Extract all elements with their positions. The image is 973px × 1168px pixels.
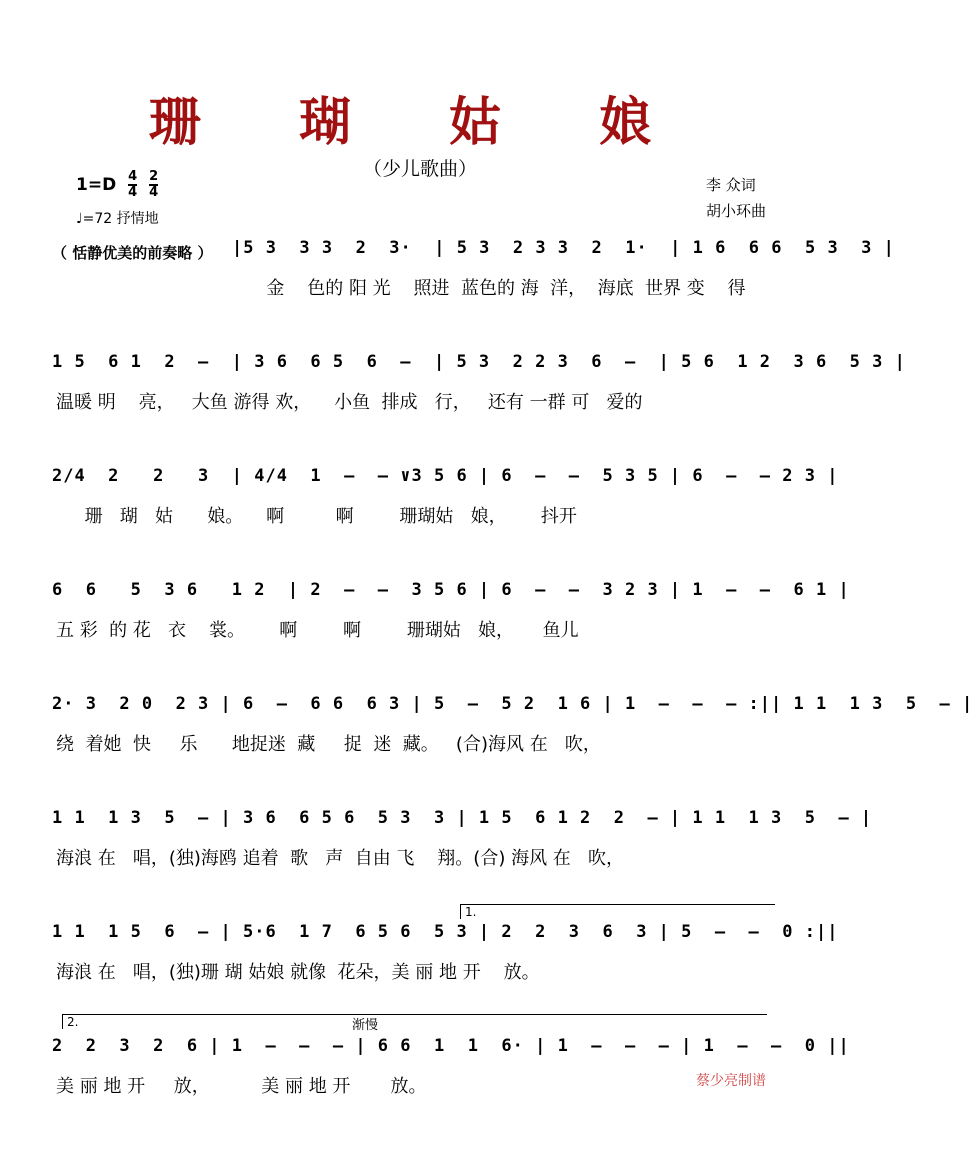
score-row-7-lyrics: 海浪 在 唱，(独)珊 瑚 姑娘 就像 花朵，美 丽 地 开 放。 bbox=[56, 962, 540, 983]
transcriber-credit: 蔡少亮制谱 bbox=[696, 1073, 766, 1089]
time-signature-2-4: $\frac{2}{4}$ bbox=[149, 169, 159, 200]
song-title: 珊 瑚 姑 娘 bbox=[148, 93, 692, 153]
score-row-6-notes: 1 1 1 3 5 — | 3 6 6 5 6 5 3 3 | 1 5 6 1 2 2 — | 1 1 1 3 5 — | bbox=[52, 808, 873, 828]
tempo-marking: ♩=72 抒情地 bbox=[76, 211, 159, 227]
key-signature bbox=[76, 170, 158, 200]
score-row-4-notes: 6 6 5 3 6 1 2 | 2 — — 3 5 6 | 6 — — 3 2 3 | 1 — — 6 1 | bbox=[52, 580, 850, 600]
score-row-2-notes: 1 5 6 1 2 — | 3 6 6 5 6 — | 5 3 2 2 3 6 — | 5 6 1 2 3 6 5 3 | bbox=[52, 352, 906, 372]
score-row-4-lyrics: 五 彩 的 花 衣 裳。 啊 啊 珊瑚姑 娘， 鱼儿 bbox=[56, 620, 579, 641]
score-row-8-lyrics: 美 丽 地 开 放， 美 丽 地 开 放。 bbox=[56, 1076, 427, 1097]
score-row-1-notes: |5 3 3 3 2 3· | 5 3 2 3 3 2 1· | 1 6 6 6 5 3 3 | bbox=[232, 238, 895, 258]
score-row-6-lyrics: 海浪 在 唱，(独)海鸥 追着 歌 声 自由 飞 翔。(合) 海风 在 吹， bbox=[56, 848, 624, 869]
score-row-7-notes: 1 1 1 5 6 — | 5·6 1 7 6 5 6 5 3 | 2 2 3 6 3 | 5 — — 0 :|| bbox=[52, 922, 839, 942]
composer: 胡小环曲 bbox=[706, 202, 767, 220]
intro-note: （ 恬静优美的前奏略 ） bbox=[52, 244, 213, 262]
score-row-5-lyrics: 绕 着她 快 乐 地捉迷 藏 捉 迷 藏。 (合)海风 在 吹， bbox=[56, 734, 601, 755]
score-row-1-lyrics: 金 色的 阳 光 照进 蓝色的 海 洋， 海底 世界 变 得 bbox=[232, 278, 746, 299]
key-label: 1=D bbox=[76, 175, 117, 195]
first-ending-bracket: 1. bbox=[460, 904, 775, 919]
lyricist: 李 众词 bbox=[706, 176, 756, 194]
time-signature-4-4: $\frac{4}{4}$ bbox=[128, 169, 138, 200]
score-row-2-lyrics: 温暖 明 亮， 大鱼 游得 欢， 小鱼 排成 行， 还有 一群 可 爱的 bbox=[56, 392, 643, 413]
score-row-5-notes: 2· 3 2 0 2 3 | 6 — 6 6 6 3 | 5 — 5 2 1 6 | 1 — — — :|| 1 1 1 3 5 — | bbox=[52, 694, 973, 714]
second-ending-bracket: 2. bbox=[62, 1014, 767, 1029]
song-subtitle: （少儿歌曲） bbox=[362, 158, 477, 180]
score-row-8-notes: 2 2 3 2 6 | 1 — — — | 6 6 1 1 6· | 1 — — — | 1 — — 0 || bbox=[52, 1036, 850, 1056]
ritardando-marking: 渐慢 bbox=[352, 1018, 379, 1033]
score-row-3-lyrics: 珊 瑚 姑 娘。 啊 啊 珊瑚姑 娘， 抖开 bbox=[56, 506, 577, 527]
score-row-3-notes: 2/4 2 2 3 | 4/4 1 — — ∨3 5 6 | 6 — — 5 3 5 | 6 — — 2 3 | bbox=[52, 466, 839, 486]
